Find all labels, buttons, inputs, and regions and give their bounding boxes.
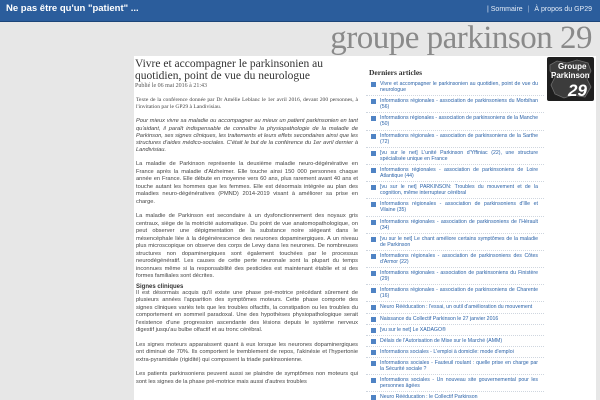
page-content [134, 56, 596, 400]
recent-article-label: Vivre et accompagner le parkinsonien au quotidien, point de vue du neurologue [380, 81, 538, 94]
recent-article-label: Informations régionales - association de parkinsoniens de l'Hérault (34) [380, 218, 538, 231]
top-nav [487, 6, 592, 13]
recent-article-label: Informations régionales - association de parkinsoniens des Côtes d'Armor (22) [380, 252, 538, 265]
recent-article-label: Naissance du Collectif Parkinson le 27 janvier 2016 [380, 315, 499, 322]
recent-article-link[interactable] [366, 79, 544, 96]
article-paragraph: Les signes moteurs apparaissent quant à eux lorsque les neurones dopaminergiques ont diminué de 70%. Ils comportent le tremblement de repos, l'akinésie et l'hypertonie extra-pyramidale (rigidité) qui composent la triade parkinsonienne. [136, 341, 358, 363]
recent-article-label: Neuro Rééducation : le Collectif Parkinson [380, 394, 478, 400]
recent-article-label: Informations régionales - association de parkinsoniens du Morbihan (56) [380, 98, 538, 111]
banner-title[interactable]: groupe parkinson 29 [330, 20, 592, 56]
recent-article-link[interactable] [366, 392, 544, 400]
article-intro: Pour mieux vivre sa maladie ou accompagner au mieux un patient parkinsonien en tant qu'aidant, il paraît indispensable de connaître la physiopathologie de la maladie de Parkinson, ses signes cliniques, les traitements et leurs effets secondaires ainsi que les structures d'aides médico-sociales. C'était le but de la conférence du 1er avril dernier à Landivisiau. [136, 118, 358, 154]
recent-article-link[interactable] [366, 268, 544, 285]
nav-separator: | [527, 6, 530, 13]
nav-separator: | [486, 6, 489, 13]
article-title[interactable]: Vivre et accompagner le parkinsonien au quotidien, point de vue du neurologue [135, 58, 324, 82]
bullet-icon [371, 288, 376, 293]
bullet-icon [371, 220, 376, 225]
recent-article-link[interactable] [366, 314, 544, 325]
bullet-icon [371, 134, 376, 139]
bullet-icon [371, 168, 376, 173]
recent-article-link[interactable] [366, 148, 544, 165]
recent-article-label: Délais de l'Autorisation de Mise sur le Marché (AMM) [380, 337, 503, 344]
logo-text: Parkinson [551, 71, 590, 80]
recent-articles-list [366, 79, 544, 400]
recent-article-link[interactable] [366, 358, 544, 375]
bullet-icon [371, 99, 376, 104]
sidebar [366, 56, 544, 400]
bullet-icon [371, 361, 376, 366]
recent-article-label: Informations sociales - Fauteuil roulant : quelle prise en charge par la Sécurité sociale ? [380, 359, 538, 372]
logo-text: Groupe [558, 62, 587, 71]
nav-summary-link[interactable]: Sommaire [490, 6, 523, 13]
sidebar-heading: Derniers articles [369, 68, 423, 77]
bullet-icon [371, 82, 376, 87]
article-paragraph: La maladie de Parkinson représente la deuxième maladie neuro-dégénérative en France après la maladie d'Alzheimer. Elle touche ainsi 150 000 personnes chaque année en France. Elle débute en moyenne vers 60 ans, plus rarement avant 40 ans et touche autant les hommes que les femmes. Elle est désormais intégrée au plan des maladies neuro-dégénératives (PMND) 2014-2019 visant à améliorer sa prise en charge. [136, 161, 358, 205]
recent-article-link[interactable] [366, 251, 544, 268]
recent-article-link[interactable] [366, 182, 544, 199]
recent-article-label: Informations sociales - Un nouveau site gouvernemental pour les personnes âgées [380, 377, 538, 390]
recent-article-label: Informations régionales - association de parkinsoniens du Finistère (29) [380, 270, 538, 283]
recent-article-link[interactable] [366, 113, 544, 130]
recent-article-label: [vu sur le net] PARKINSON: Troubles du mouvement et de la cognition, même interrupteur cérébral [380, 184, 538, 197]
top-bar [0, 0, 600, 22]
bullet-icon [371, 395, 376, 400]
bullet-icon [371, 254, 376, 259]
article-subheading: Signes cliniques [136, 283, 184, 290]
article-paragraph: Il est désormais acquis qu'il existe une phase pré-motrice précédant sûrement de plusieurs années l'apparition des symptômes moteurs. Cette phase comporte des signes cliniques variés tels que les troubles olfactifs, la constipation ou les troubles du comportement en sommeil paradoxal. Une des hypothèses physiopathologique serait l'existence d'une progression ascendante des lésions depuis le système nerveux digestif jusqu'au bulbe olfactif et au tronc cérébral. [136, 289, 358, 334]
bullet-icon [371, 350, 376, 355]
group-logo[interactable] [547, 57, 594, 101]
recent-article-link[interactable] [366, 302, 544, 313]
recent-article-label: Informations régionales - association de parkinsoniens de Charente (16) [380, 287, 538, 300]
article-date: Publié le 06 mai 2016 à 21:43 [135, 83, 207, 89]
recent-article-link[interactable] [366, 285, 544, 302]
recent-article-label: Neuro Rééducation : l'essai, un outil d'amélioration du mouvement [380, 304, 533, 311]
logo-number: 29 [568, 81, 587, 100]
article [134, 56, 358, 400]
recent-article-link[interactable] [366, 199, 544, 216]
recent-article-link[interactable] [366, 217, 544, 234]
recent-article-label: [vu sur le net] L'unité Parkinson d'Yffiniac (22), une structure spécialisée unique en France [380, 149, 538, 162]
bullet-icon [371, 151, 376, 156]
bullet-icon [371, 328, 376, 333]
recent-article-label: Informations régionales - association de parkinsoniens de la Manche (50) [380, 115, 538, 128]
recent-article-link[interactable] [366, 375, 544, 392]
site-banner [0, 22, 600, 56]
site-title-link[interactable]: Ne pas être qu'un "patient" ... [6, 3, 139, 14]
article-lead: Texte de la conférence donnée par Dr Amélie Leblanc le 1er avril 2016, devant 200 personnes, à l'invitation par le GP29 à Landivisiau. [136, 97, 358, 111]
recent-article-label: [vu sur le net] Le chant améliore certains symptômes de la maladie de Parkinson [380, 235, 538, 248]
recent-article-label: [vu sur le net] Le XADAGO® [380, 326, 446, 333]
recent-article-label: Informations régionales - association de parkinsoniens de la Sarthe (72) [380, 132, 538, 145]
recent-article-link[interactable] [366, 336, 544, 347]
bullet-icon [371, 185, 376, 190]
recent-article-label: Informations sociales - L'emploi à domicile: mode d'emploi [380, 348, 514, 355]
recent-article-link[interactable] [366, 165, 544, 182]
recent-article-link[interactable] [366, 131, 544, 148]
article-paragraph: La maladie de Parkinson est secondaire à un dysfonctionnement des noyaux gris centraux, siège de la motricité automatique. Du point de vue anatomopathologique, on peut observer une dépigmentation de la substance noire siégeant dans le mésencéphale liée à la dégénérescence des neurones dopaminergiques. A un niveau plus microscopique on observe des corps de Lewy dans les neurones. De nombreuses structures non dopaminergiques sont également touchées par le processus neurodégénératif. Les causes de cette perte neuronale sont la plupart du temps inconnues même si la responsabilité des pesticides est maintenant établie et si des formes familiales sont décrites. [136, 213, 358, 280]
bullet-icon [371, 237, 376, 242]
recent-article-link[interactable] [366, 234, 544, 251]
nav-about-link[interactable]: À propos du GP29 [534, 6, 592, 13]
recent-article-label: Informations régionales - association de parkinsoniens de Loire Atlantique (44) [380, 166, 538, 180]
recent-article-link[interactable] [366, 96, 544, 113]
recent-article-label: Informations régionales - association de parkinsoniens d'Ille et Vilaine (35) [380, 201, 538, 214]
recent-article-link[interactable] [366, 347, 544, 358]
bullet-icon [371, 378, 376, 383]
recent-article-link[interactable] [366, 325, 544, 336]
bullet-icon [371, 271, 376, 276]
bullet-icon [371, 202, 376, 207]
bullet-icon [371, 317, 376, 322]
bullet-icon [371, 305, 376, 310]
bullet-icon [371, 339, 376, 344]
bullet-icon [371, 116, 376, 121]
article-paragraph: Les patients parkinsoniens peuvent aussi se plaindre de symptômes non moteurs qui sont les signes de la phase pré-motrice mais aussi d'autres troubles [136, 371, 358, 385]
